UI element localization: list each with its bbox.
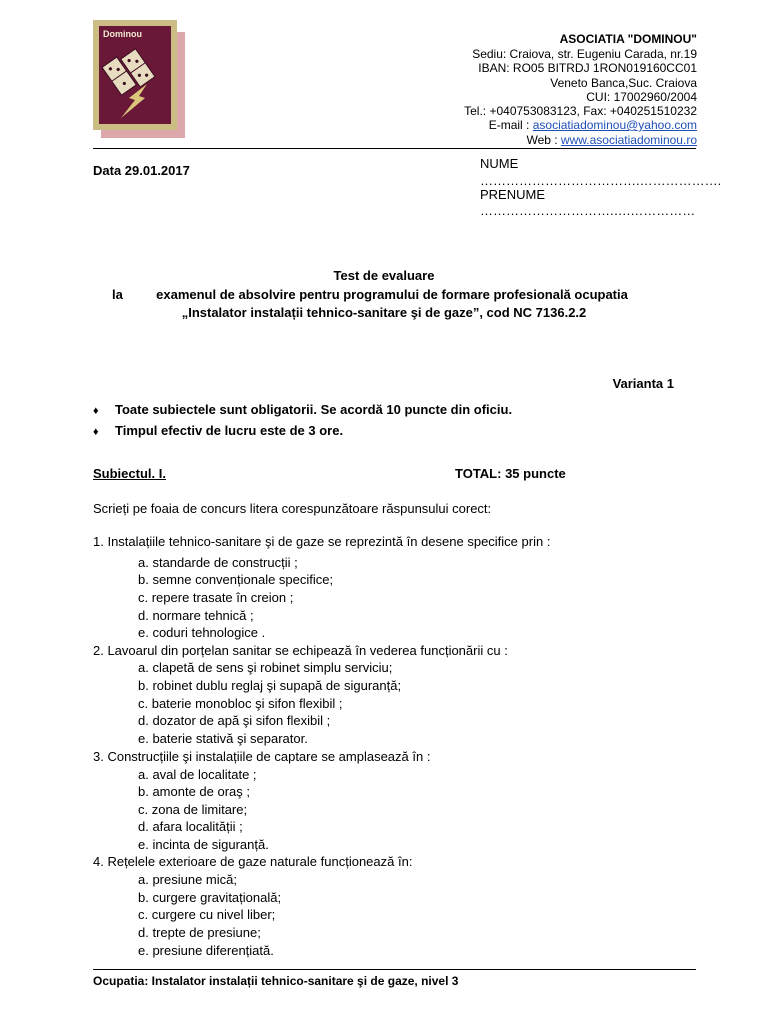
rule-text: Timpul efectiv de lucru este de 3 ore. — [115, 423, 344, 438]
org-bank: Veneto Banca,Suc. Craiova — [550, 76, 697, 90]
org-phone: Tel.: +040753083123, Fax: +040251510232 — [464, 104, 697, 118]
answer-option: b. curgere gravitațională; — [138, 890, 282, 905]
title-la: la — [112, 287, 123, 302]
answer-option: d. dozator de apă şi sifon flexibil ; — [138, 713, 331, 728]
answer-option: d. normare tehnică ; — [138, 608, 254, 623]
org-address: Sediu: Craiova, str. Eugeniu Carada, nr.19 — [472, 47, 697, 61]
answer-option: e. coduri tehnologice . — [138, 625, 266, 640]
answer-option: e. incinta de siguranță. — [138, 837, 269, 852]
answer-option: c. baterie monobloc şi sifon flexibil ; — [138, 696, 343, 711]
answer-option: a. clapetă de sens şi robinet simplu serviciu; — [138, 660, 393, 675]
title-exam-line: examenul de absolvire pentru programului de formare profesională ocupatia — [156, 287, 628, 302]
subject-label: Subiectul. I. — [93, 466, 166, 481]
answer-option: d. afara localității ; — [138, 819, 243, 834]
diamond-bullet-icon: ♦ — [93, 426, 99, 438]
question-text: 3. Construcțiile şi instalațiile de captare se amplasează în : — [93, 749, 431, 764]
exam-date: Data 29.01.2017 — [93, 163, 190, 178]
logo-text: Dominou — [103, 29, 142, 39]
diamond-bullet-icon: ♦ — [93, 405, 99, 417]
subject-instruction: Scrieți pe foaia de concurs litera corespunzătoare răspunsului corect: — [93, 501, 492, 516]
answer-option: a. presiune mică; — [138, 872, 237, 887]
domino-tiles-icon — [99, 26, 171, 124]
title-occupation-line: „Instalator instalații tehnico-sanitare şi de gaze”, cod NC 7136.2.2 — [181, 305, 587, 320]
org-email-line — [489, 118, 697, 133]
web-label: Web : — [526, 133, 561, 147]
answer-option: e. baterie stativă şi separator. — [138, 731, 308, 746]
org-iban: IBAN: RO05 BITRDJ 1RON019160CC01 — [478, 61, 697, 75]
question-text: 4. Rețelele exterioare de gaze naturale funcționează în: — [93, 854, 413, 869]
header-divider — [93, 148, 696, 149]
answer-option: e. presiune diferențiată. — [138, 943, 274, 958]
answer-option: b. amonte de oraş ; — [138, 784, 251, 799]
answer-option: d. trepte de presiune; — [138, 925, 261, 940]
answer-option: c. repere trasate în creion ; — [138, 590, 294, 605]
org-web-line — [526, 133, 697, 148]
org-cui: CUI: 17002960/2004 — [586, 90, 697, 104]
rule-item — [93, 402, 512, 417]
answer-option: b. robinet dublu reglaj şi supapă de siguranță; — [138, 678, 402, 693]
answer-option: c. zona de limitare; — [138, 802, 248, 817]
answer-option: c. curgere cu nivel liber; — [138, 907, 276, 922]
email-label: E-mail : — [488, 118, 533, 132]
dominou-logo — [99, 26, 171, 124]
prenume-label: PRENUME — [480, 187, 546, 202]
variant-label: Varianta 1 — [612, 376, 674, 391]
org-name: ASOCIATIA "DOMINOU" — [559, 32, 697, 46]
subject-total: TOTAL: 35 puncte — [455, 466, 566, 481]
email-link[interactable]: asociatiadominou@yahoo.com — [532, 118, 697, 132]
footer-divider — [93, 969, 696, 970]
question-text: 1. Instalațiile tehnico-sanitare şi de gaze se reprezintă în desene specifice prin : — [93, 534, 551, 549]
footer-occupation: Ocupatia: Instalator instalații tehnico-sanitare şi de gaze, nivel 3 — [93, 974, 459, 988]
test-title: Test de evaluare — [333, 268, 435, 283]
rule-text: Toate subiectele sunt obligatorii. Se acordă 10 puncte din oficiu. — [115, 402, 513, 417]
question-text: 2. Lavoarul din porțelan sanitar se echipează în vederea funcționării cu : — [93, 643, 508, 658]
nume-field[interactable]: ……………………………….………………. — [480, 173, 722, 188]
answer-option: b. semne convenționale specifice; — [138, 572, 334, 587]
web-link[interactable]: www.asociatiadominou.ro — [560, 133, 697, 147]
answer-option: a. standarde de construcții ; — [138, 555, 298, 570]
nume-label: NUME — [480, 156, 519, 171]
prenume-field[interactable]: ………………………….….…………… — [480, 203, 696, 218]
answer-option: a. aval de localitate ; — [138, 767, 257, 782]
rule-item — [93, 423, 343, 438]
